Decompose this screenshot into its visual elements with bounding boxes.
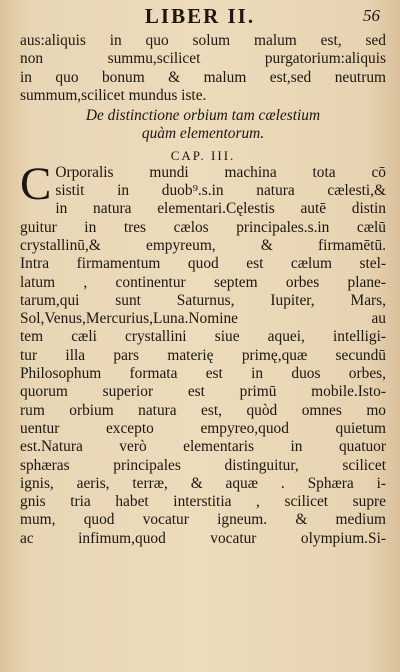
text-line: crystallinū,& empyreum, & firmamētū.	[20, 236, 386, 254]
text-line: Sol,Venus,Mercurius,Luna.Nomine au	[20, 310, 386, 328]
text-line: in natura elementari.Cęlestis autē distin	[55, 200, 386, 218]
text-line: Philosophum formata est in duos orbes,	[20, 365, 386, 383]
section-heading	[20, 107, 386, 144]
text-line: tur illa pars materię primę,quæ secundū	[20, 346, 386, 364]
text-line: in quo bonum & malum est,sed neutrum	[20, 68, 386, 86]
chapter-label: CAP. III.	[170, 147, 236, 163]
text-line: aus:aliquis in quo solum malum est, sed	[20, 32, 386, 49]
text-line: tem cæli crystallini siue aquei, intelligi-	[20, 328, 386, 346]
text-block	[20, 32, 386, 548]
text-line: Orporalis mundi machina tota cō	[55, 163, 386, 181]
drop-capital: C	[20, 157, 52, 210]
text-line: mum, quod vocatur igneum. & medium	[20, 511, 386, 529]
text-line: rum orbium natura est, quòd omnes mo	[20, 401, 386, 419]
page-number: 56	[363, 6, 380, 25]
chapter-paragraph	[20, 157, 386, 548]
text-line: ignis, aeris, terræ, & aquæ . Sphæra i-	[20, 474, 386, 492]
heading-line: quàm elementorum.	[141, 125, 265, 143]
text-line: est.Natura verò elementaris in quatuor	[20, 438, 386, 456]
text-line: tarum,qui sunt Saturnus, Iupiter, Mars,	[20, 291, 386, 309]
page-header	[0, 4, 400, 28]
text-line: guitur in tres cælos principales.s.in cælū	[20, 218, 386, 236]
text-line: uentur excepto empyreo,quod quietum	[20, 419, 386, 437]
text-line: latum , continentur septem orbes plane-	[20, 273, 386, 291]
text-line: non summu,scilicet purgatorium:aliquis	[20, 50, 386, 68]
text-line: Intra firmamentum quod est cælum stel-	[20, 255, 386, 273]
heading-line: De distinctione orbium tam cælestium	[85, 107, 321, 125]
text-line: quorum superior est primū mobile.Isto-	[20, 383, 386, 401]
text-line: gnis tria habet interstitia , scilicet supre	[20, 493, 386, 511]
text-line: sistit in duob⁹.s.in natura cælesti,&	[55, 182, 386, 200]
running-head: LIBER II.	[144, 4, 256, 28]
text-line: sphæras principales distinguitur, scilicet	[20, 456, 386, 474]
text-line: ac infimum,quod vocatur olympium.Si-	[20, 529, 386, 547]
text-line: summum,scilicet mundus iste.	[20, 86, 207, 104]
continued-paragraph	[20, 32, 386, 105]
